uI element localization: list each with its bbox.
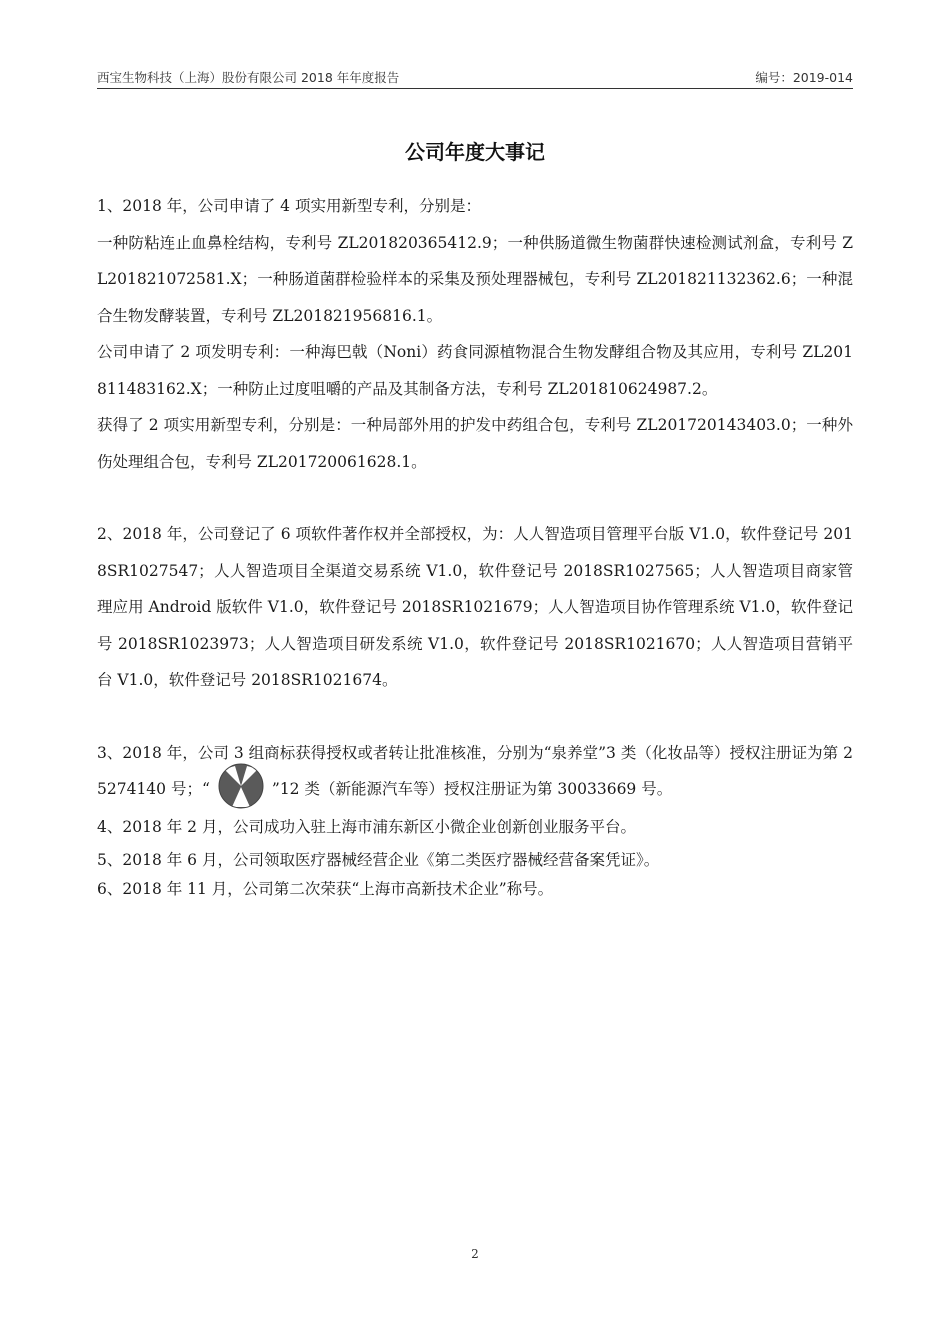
paragraph-gap: [97, 699, 853, 735]
event-1-utility-patents: 一种防粘连止血鼻栓结构，专利号 ZL201820365412.9；一种供肠道微生物菌群快速检测试剂盒，专利号 ZL201821072581.X；一种肠道菌群检验样本的采集及预处理器械包，专利号 ZL201821132362.6；一种混合生物发酵装置，专利号 ZL201821956816.1。: [97, 233, 853, 325]
event-3-text-a: 3、2018 年，公司 3 组商标获得授权或者转让批准核准，分别为“泉养堂”3 类（化妆品等）授权注册证为第 25274140 号；“: [97, 743, 853, 798]
event-3-text-b: ”12 类（新能源汽车等）授权注册证为第 30033669 号。: [271, 780, 673, 798]
event-4-incubator: 4、2018 年 2 月，公司成功入驻上海市浦东新区小微企业创新创业服务平台。: [97, 818, 636, 836]
header-serial-number: 编号：2019-014: [755, 70, 853, 85]
event-3-trademarks: [97, 735, 853, 810]
event-1-granted-patents: 获得了 2 项实用新型专利，分别是：一种局部外用的护发中药组合包，专利号 ZL201720143403.0；一种外伤处理组合包，专利号 ZL201720061628.1。: [97, 416, 853, 471]
page-header: [97, 66, 853, 89]
event-6-high-tech: 6、2018 年 11 月，公司第二次荣获“上海市高新技术企业”称号。: [97, 879, 554, 898]
trademark-logo-icon: [218, 763, 264, 809]
event-5-medical-license: 5、2018 年 6 月，公司领取医疗器械经营企业《第二类医疗器械经营备案凭证》。: [97, 850, 660, 869]
page-title: 公司年度大事记: [405, 140, 545, 164]
event-1-intro: 1、2018 年，公司申请了 4 项实用新型专利，分别是：: [97, 197, 481, 215]
event-2-software-copyrights: 2、2018 年，公司登记了 6 项软件著作权并全部授权，为：人人智造项目管理平台版 V1.0，软件登记号 2018SR1027547；人人智造项目全渠道交易系统 V1.0，软件登记号 2018SR1027565；人人智造项目商家管理应用 Android 版软件 V1.0，软件登记号 2018SR1021679；人人智造项目协作管理系统 V1.0，软件登记号 2018SR1023973；人人智造项目研发系统 V1.0，软件登记号 2018SR1021670；人人智造项目营销平台 V1.0，软件登记号 2018SR1021674。: [97, 525, 853, 689]
events-content: [97, 188, 853, 904]
page-number: 2: [471, 1247, 479, 1261]
header-company-report: 西宝生物科技（上海）股份有限公司 2018 年年度报告: [97, 70, 400, 85]
paragraph-gap: [97, 480, 853, 516]
event-1-invention-patents: 公司申请了 2 项发明专利：一种海巴戟（Noni）药食同源植物混合生物发酵组合物及其应用，专利号 ZL201811483162.X；一种防止过度咀嚼的产品及其制备方法，专利号 ZL201810624987.2。: [97, 343, 853, 398]
